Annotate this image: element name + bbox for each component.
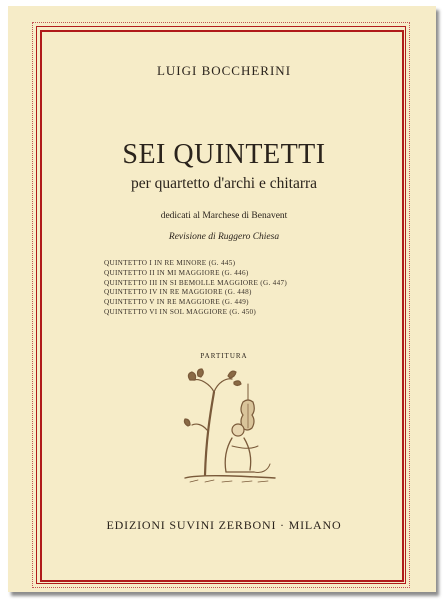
list-item: QUINTETTO II IN MI MAGGIORE (G. 446)	[104, 268, 249, 277]
page-title: SEI QUINTETTI	[122, 139, 326, 170]
list-item: QUINTETTO V IN RE MAGGIORE (G. 449)	[104, 298, 249, 307]
score-label: PARTITURA	[200, 352, 248, 360]
list-item: QUINTETTO I IN RE MINORE (G. 445)	[104, 259, 236, 267]
composer-name: LUIGI BOCCHERINI	[156, 63, 292, 78]
page-subtitle: per quartetto d'archi e chitarra	[130, 175, 318, 192]
revision-credit: Revisione di Ruggero Chiesa	[168, 232, 280, 242]
publisher-name: EDIZIONI SUVINI ZERBONI · MILANO	[106, 518, 342, 532]
list-item: QUINTETTO III IN SI BEMOLLE MAGGIORE (G. 447)	[104, 278, 288, 287]
list-item: QUINTETTO IV IN RE MAGGIORE (G. 448)	[104, 288, 252, 297]
dedication-line: dedicati al Marchese di Benavent	[160, 211, 288, 221]
list-item: QUINTETTO VI IN SOL MAGGIORE (G. 450)	[104, 307, 257, 316]
